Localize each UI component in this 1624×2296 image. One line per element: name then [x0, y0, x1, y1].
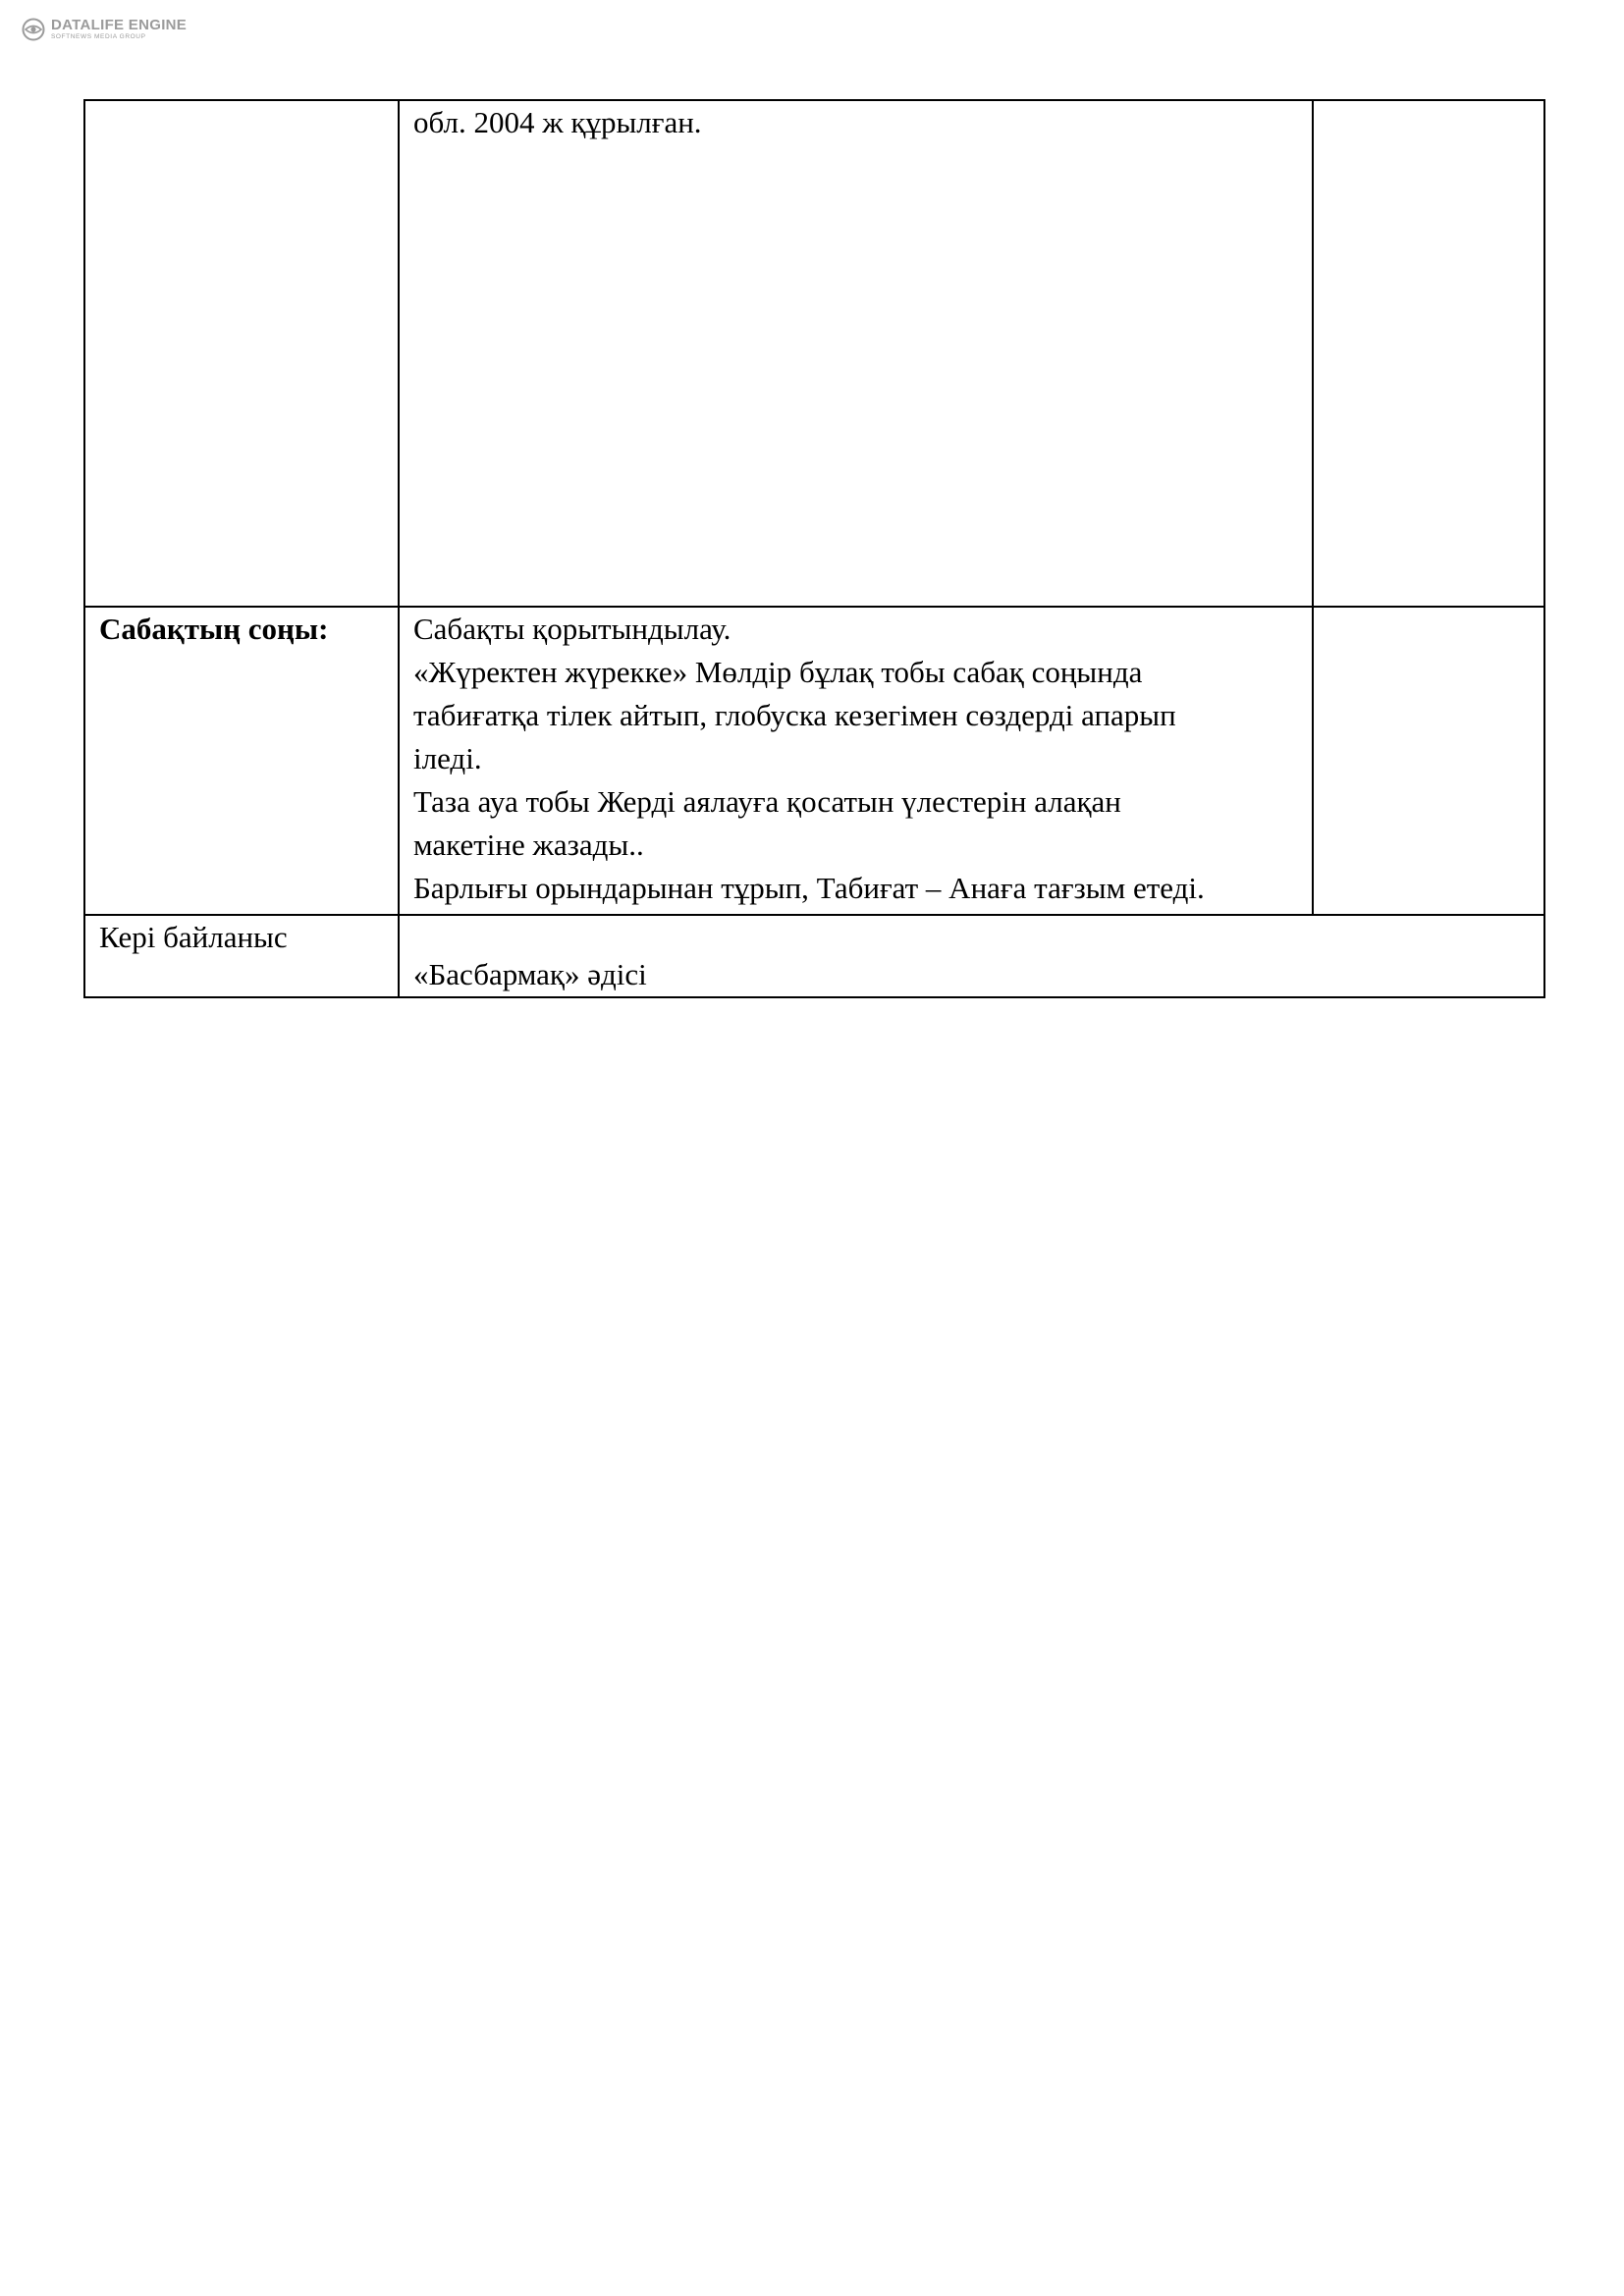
- lesson-end-line: Сабақты қорытындылау.: [413, 612, 731, 646]
- feedback-label: Кері байланыс: [99, 920, 288, 954]
- lesson-end-line: Таза ауа тобы Жерді аялауға қосатын үлестерін алақан: [413, 784, 1121, 819]
- watermark-subtitle: SOFTNEWS MEDIA GROUP: [51, 33, 146, 41]
- row1-content-text: обл. 2004 ж құрылған.: [413, 105, 702, 139]
- table-row: [84, 915, 1544, 997]
- row1-label-cell: [84, 100, 399, 607]
- lesson-end-line: іледі.: [413, 741, 482, 775]
- row2-content-cell: [399, 607, 1313, 915]
- row1-content-cell: [399, 100, 1313, 607]
- watermark-logo: [22, 18, 187, 41]
- row2-label-cell: [84, 607, 399, 915]
- feedback-method-text: «Басбармақ» әдісі: [413, 957, 647, 991]
- table-row: [84, 100, 1544, 607]
- table-row: [84, 607, 1544, 915]
- row3-label-cell: [84, 915, 399, 997]
- row1-resources-cell: [1313, 100, 1544, 607]
- lesson-end-label: Сабақтың соңы:: [99, 612, 329, 646]
- lesson-end-line: табиғатқа тілек айтып, глобуска кезегімен сөздерді апарып: [413, 698, 1176, 732]
- lesson-end-line: «Жүректен жүрекке» Мөлдір бұлақ тобы сабақ соңында: [413, 655, 1143, 689]
- eye-logo-icon: [22, 18, 45, 41]
- row3-content-cell: [399, 915, 1544, 997]
- lesson-plan-table: [83, 99, 1545, 998]
- row2-resources-cell: [1313, 607, 1544, 915]
- watermark-title: DATALIFE ENGINE: [51, 17, 188, 34]
- lesson-end-line: Барлығы орындарынан тұрып, Табиғат – Анаға тағзым етеді.: [413, 871, 1205, 905]
- lesson-end-line: макетіне жазады..: [413, 828, 644, 862]
